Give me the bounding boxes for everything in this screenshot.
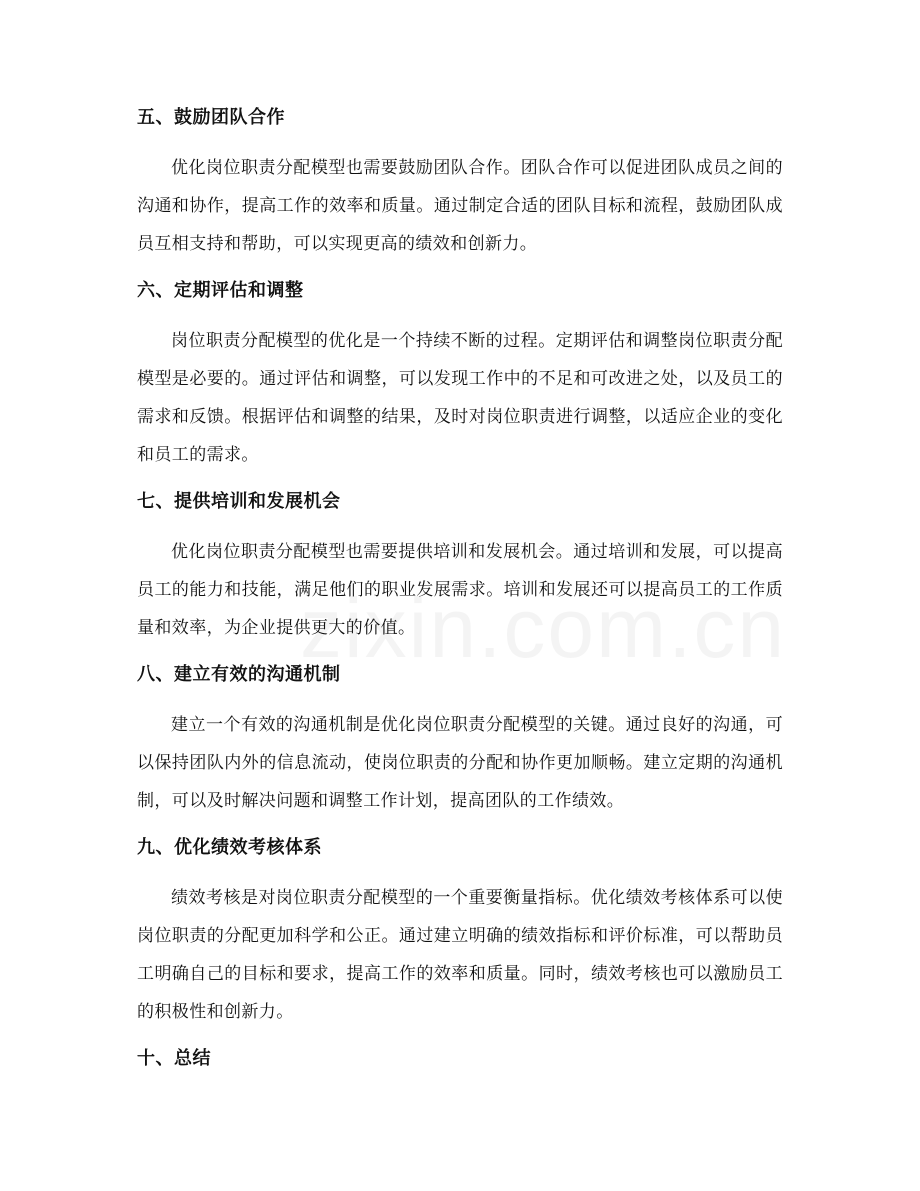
section-paragraph: 优化岗位职责分配模型也需要提供培训和发展机会。通过培训和发展，可以提高员工的能力和技能，满足他们的职业发展需求。培训和发展还可以提高员工的工作质量和效率，为企业提供更大的价值。 [137,542,783,638]
section-paragraph: 优化岗位职责分配模型也需要鼓励团队合作。团队合作可以促进团队成员之间的沟通和协作，提高工作的效率和质量。通过制定合适的团队目标和流程，鼓励团队成员互相支持和帮助，可以实现更高的绩效和创新力。 [137,158,783,254]
section-paragraph: 建立一个有效的沟通机制是优化岗位职责分配模型的关键。通过良好的沟通，可以保持团队内外的信息流动，使岗位职责的分配和协作更加顺畅。建立定期的沟通机制，可以及时解决问题和调整工作计划，提高团队的工作绩效。 [137,715,783,811]
section-heading: 五、鼓励团队合作 [137,107,285,128]
section-8 [137,661,783,820]
section-paragraph: 绩效考核是对岗位职责分配模型的一个重要衡量指标。优化绩效考核体系可以使岗位职责的分配更加科学和公正。通过建立明确的绩效指标和评价标准，可以帮助员工明确自己的目标和要求，提高工作的效率和质量。同时，绩效考核也可以激励员工的积极性和创新力。 [137,888,783,1022]
section-heading: 八、建立有效的沟通机制 [137,664,341,685]
section-6 [137,277,783,474]
section-heading: 十、总结 [137,1048,211,1069]
section-heading: 七、提供培训和发展机会 [137,491,341,512]
section-5 [137,104,783,263]
section-heading: 九、优化绩效考核体系 [137,837,322,858]
section-9 [137,834,783,1031]
section-10 [137,1045,783,1073]
section-heading: 六、定期评估和调整 [137,280,304,301]
section-7 [137,488,783,647]
section-paragraph: 岗位职责分配模型的优化是一个持续不断的过程。定期评估和调整岗位职责分配模型是必要的。通过评估和调整，可以发现工作中的不足和可改进之处，以及员工的需求和反馈。根据评估和调整的结果，及时对岗位职责进行调整，以适应企业的变化和员工的需求。 [137,331,783,465]
